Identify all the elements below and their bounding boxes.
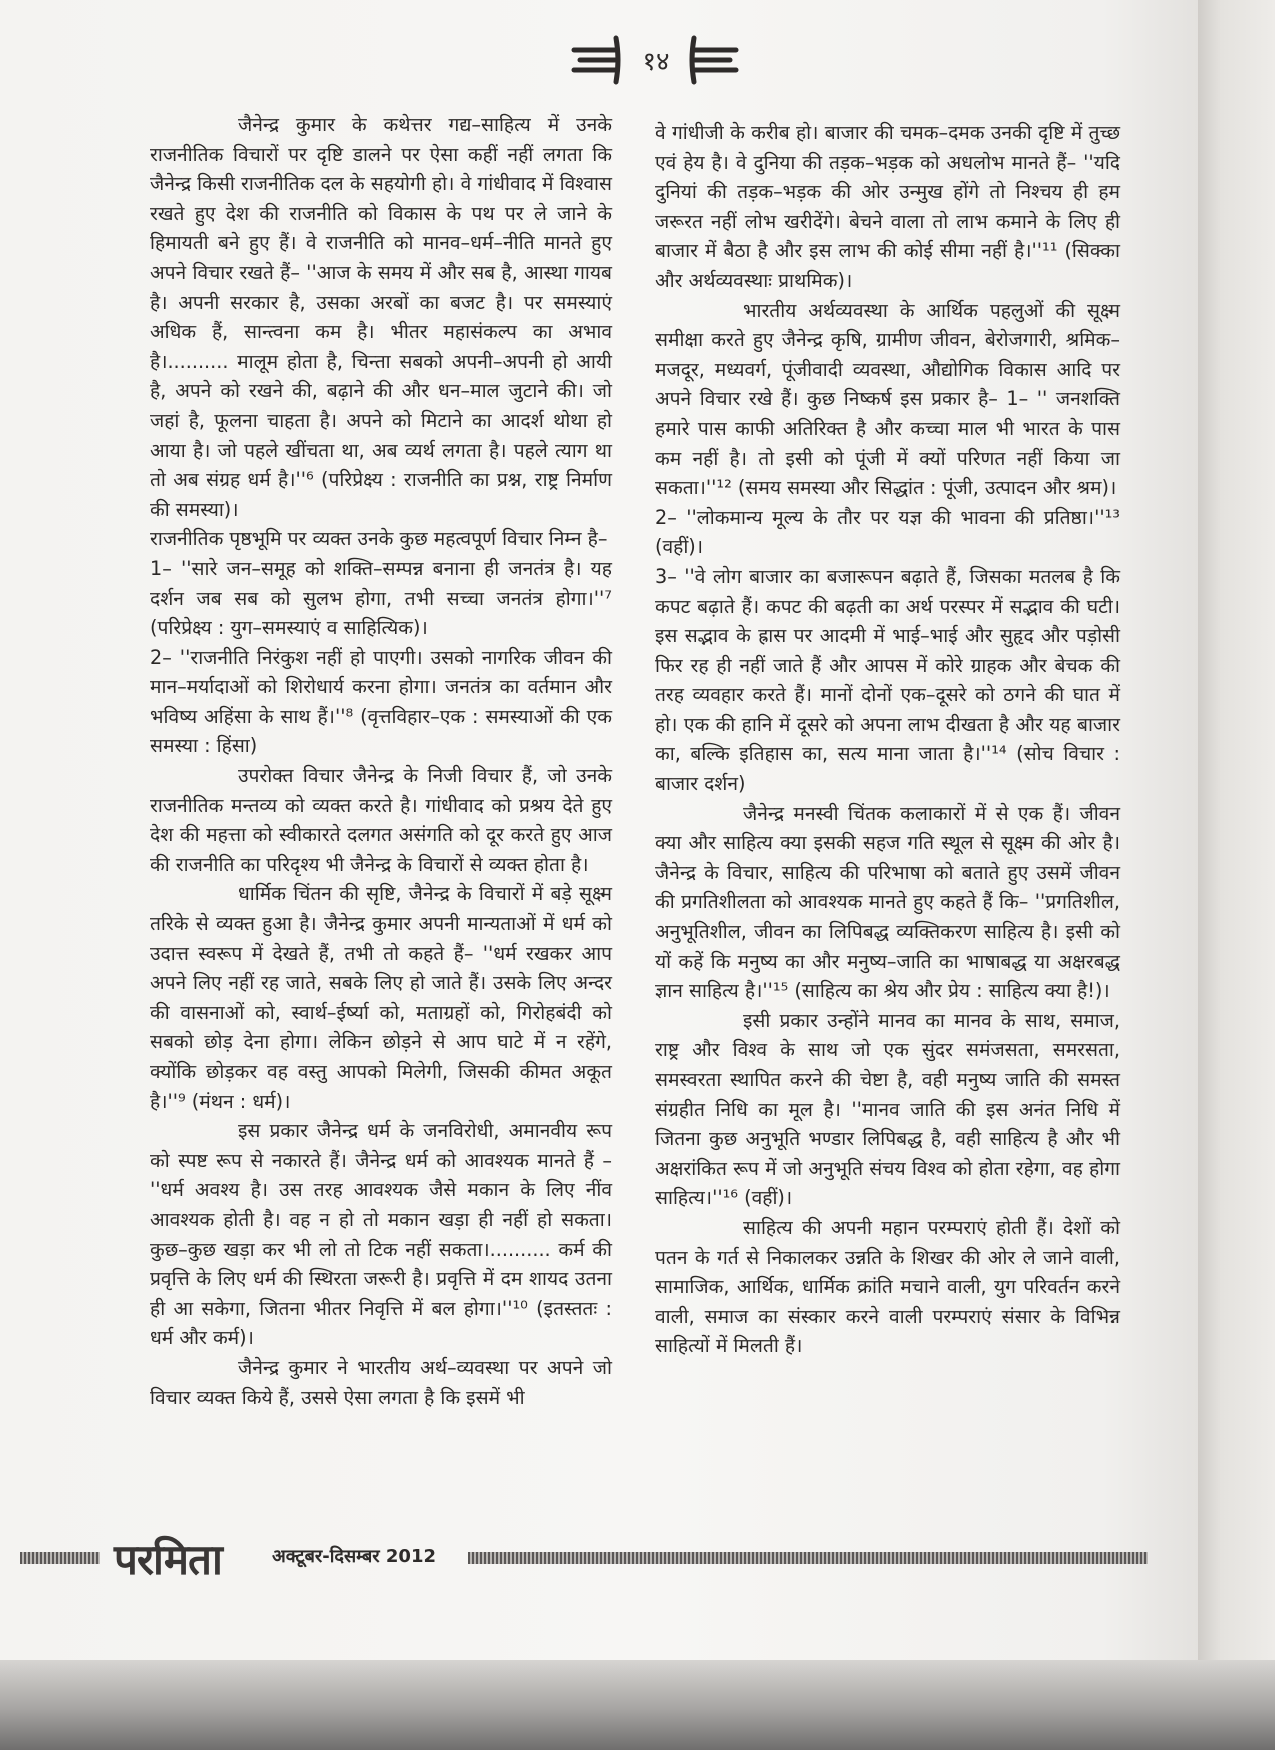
page-header (560, 34, 750, 86)
right-column (655, 118, 1120, 1361)
issue-date: अक्टूबर-दिसम्बर 2012 (272, 1546, 436, 1567)
paragraph: 2– ''लोकमान्य मूल्य के तौर पर यज्ञ की भावना की प्रतिष्ठा।''¹³ (वहीं)। (655, 505, 1120, 559)
paragraph: उपरोक्त विचार जैनेन्द्र के निजी विचार हैं, जो उनके राजनीतिक मन्तव्य को व्यक्त करते है। गांधीवाद को प्रश्रय देते हुए देश की महत्ता को स्वीकारते दलगत असंगति को दूर करते हुए आज की राजनीति का परिदृश्य भी जैनेन्द्र के विचारों से व्यक्त होता है। (150, 764, 612, 876)
paragraph: भारतीय अर्थव्यवस्था के आर्थिक पहलुओं की सूक्ष्म समीक्षा करते हुए जैनेन्द्र कृषि, ग्रामीण जीवन, बेरोजगारी, श्रमिक–मजदूर, मध्यवर्ग, पूंजीवादी व्यवस्था, औद्योगिक विकास आदि पर अपने विचार रखे हैं। कुछ निष्कर्ष इस प्रकार है– 1– '' जनशक्ति हमारे पास काफी अतिरिक्त है और कच्चा माल भी भारत के पास कम नहीं है। तो इसी को पूंजी में क्यों परिणत नहीं किया जा सकता।''¹² (समय समस्या और सिद्धांत : पूंजी, उत्पादन और श्रम)। (655, 298, 1120, 500)
paragraph: जैनेन्द्र मनस्वी चिंतक कलाकारों में से एक हैं। जीवन क्या और साहित्य क्या इसकी सहज गति स्थूल से सूक्ष्म की ओर है। जैनेन्द्र के विचार, साहित्य की परिभाषा को बताते हुए उसमें जीवन की प्रगतिशीलता को आवश्यक मानते हुए कहते हैं कि– ''प्रगतिशील, अनुभूतिशील, जीवन का लिपिबद्ध व्यक्तिकरण साहित्य है। इसी को यों कहें कि मनुष्य का और मनुष्य–जाति का भाषाबद्ध या अक्षरबद्ध ज्ञान साहित्य है।''¹⁵ (साहित्य का श्रेय और प्रेय : साहित्य क्या है!)। (655, 801, 1120, 1003)
scan-shadow (0, 1660, 1275, 1750)
footer-rule-right (468, 1552, 1148, 1564)
paragraph: जैनेन्द्र कुमार ने भारतीय अर्थ–व्यवस्था पर अपने जो विचार व्यक्त किये हैं, उससे ऐसा लगता है कि इसमें भी (150, 1355, 612, 1409)
magazine-brand: परमिता (114, 1535, 222, 1584)
paragraph: इसी प्रकार उन्होंने मानव का मानव के साथ, समाज, राष्ट्र और विश्व के साथ जो एक सुंदर समंजसता, समरसता, समस्वरता स्थापित करने की चेष्टा है, वही मनुष्य जाति की समस्त संग्रहीत निधि का मूल है। ''मानव जाति की इस अनंत निधि में जितना कुछ अनुभूति भण्डार लिपिबद्ध है, वही साहित्य है और भी अक्षरांकित रूप में जो अनुभूति संचय विश्व को होता रहेगा, वह होगा साहित्य।''¹⁶ (वहीं)। (655, 1008, 1120, 1210)
page-footer (20, 1535, 1200, 1584)
paragraph: वे गांधीजी के करीब हो। बाजार की चमक–दमक उनकी दृष्टि में तुच्छ एवं हेय है। वे दुनिया की तड़क–भड़क को अधलोभ मानते हैं– ''यदि दुनियां की तड़क–भड़क की ओर उन्मुख होंगे तो निश्चय ही हम जरूरत नहीं लोभ खरीदेंगे। बेचने वाला तो लाभ कमाने के लिए ही बाजार में बैठा है और इस लाभ की कोई सीमा नहीं है।''¹¹ (सिक्का और अर्थव्यवस्थाः प्राथमिक)। (655, 121, 1120, 292)
adjacent-page-edge (1198, 0, 1275, 1750)
paragraph: 2– ''राजनीति निरंकुश नहीं हो पाएगी। उसको नागरिक जीवन की मान–मर्यादाओं को शिरोधार्य करना होगा। जनतंत्र का वर्तमान और भविष्य अहिंसा के साथ हैं।''⁸ (वृत्तविहार–एक : समस्याओं की एक समस्या : हिंसा) (150, 645, 612, 758)
footer-rule-left (20, 1552, 100, 1564)
paragraph: 1– ''सारे जन–समूह को शक्ति–सम्पन्न बनाना ही जनतंत्र है। यह दर्शन जब सब को सुलभ होगा, तभी सच्चा जनतंत्र होगा।''⁷ (परिप्रेक्ष्य : युग–समस्याएं व साहित्यिक)। (150, 556, 612, 640)
paragraph: धार्मिक चिंतन की सृष्टि, जैनेन्द्र के विचारों में बड़े सूक्ष्म तरिके से व्यक्त हुआ है। जैनेन्द्र कुमार अपनी मान्यताओं में धर्म को उदात्त स्वरूप में देखते हैं, तभी तो कहते हैं– ''धर्म रखकर आप अपने लिए नहीं रह जाते, सबके लिए हो जाते हैं। उसके लिए अन्दर की वासनाओं को, स्वार्थ–ईर्ष्या को, मताग्रहों को, गिरोहबंदी को सबको छोड़ देना होगा। लेकिन छोड़ने से आप घाटे में न रहेंगे, क्योंकि छोड़कर वह वस्तु आपको मिलेगी, जिसकी कीमत अकूत है।''⁹ (मंथन : धर्म)। (150, 882, 612, 1113)
left-column (150, 110, 612, 1412)
paragraph: इस प्रकार जैनेन्द्र धर्म के जनविरोधी, अमानवीय रूप को स्पष्ट रूप से नकारते हैं। जैनेन्द्र धर्म को आवश्यक मानते हैं – ''धर्म अवश्य है। उस तरह आवश्यक जैसे मकान के लिए नींव आवश्यक होती है। वह न हो तो मकान खड़ा ही नहीं हो सकता। कुछ–कुछ खड़ा कर भी लो तो टिक नहीं सकता।.......... कर्म की प्रवृत्ति के लिए धर्म की स्थिरता जरूरी है। प्रवृत्ति में दम शायद उतना ही आ सकेगा, जितना भीतर निवृत्ति में बल होगा।''¹⁰ (इतस्ततः : धर्म और कर्म)। (150, 1119, 612, 1350)
page-number: १४ (642, 47, 670, 77)
paragraph: राजनीतिक पृष्ठभूमि पर व्यक्त उनके कुछ महत्वपूर्ण विचार निम्न है– (150, 527, 608, 551)
paragraph: जैनेन्द्र कुमार के कथेत्तर गद्य–साहित्य में उनके राजनीतिक विचारों पर दृष्टि डालने पर ऐसा कहीं नहीं लगता कि जैनेन्द्र किसी राजनीतिक दल के सहयोगी हो। वे गांधीवाद में विश्वास रखते हुए देश की राजनीति को विकास के पथ पर ले जाने के हिमायती बने हुए हैं। वे राजनीति को मानव–धर्म–नीति मानते हुए अपने विचार रखते हैं– ''आज के समय में और सब है, आस्था गायब है। अपनी सरकार है, उसका अरबों का बजट है। पर समस्याएं अधिक हैं, सान्त्वना कम है। भीतर महासंकल्प का अभाव है।.......... मालूम होता है, चिन्ता सबको अपनी–अपनी हो आयी है, अपने को रखने की, बढ़ाने की और धन–माल जुटाने की। जो जहां है, फूलना चाहता है। अपने को मिटाने का आदर्श थोथा हो आया है। जो पहले खींचता था, अब व्यर्थ लगता है। पहले त्याग था तो अब संग्रह धर्म है।''⁶ (परिप्रेक्ष्य : राजनीति का प्रश्न, राष्ट्र निर्माण की समस्या)। (150, 113, 612, 521)
paragraph: साहित्य की अपनी महान परम्पराएं होती हैं। देशों को पतन के गर्त से निकालकर उन्नति के शिखर की ओर ले जाने वाली, सामाजिक, आर्थिक, धार्मिक क्रांति मचाने वाली, युग परिवर्तन करने वाली, समाज का संस्कार करने वाली परम्पराएं संसार के विभिन्न साहित्यों में मिलती हैं। (655, 1215, 1120, 1358)
paragraph: 3– ''वे लोग बाजार का बजारूपन बढ़ाते हैं, जिसका मतलब है कि कपट बढ़ाते हैं। कपट की बढ़ती का अर्थ परस्पर में सद्भाव की घटी। इस सद्भाव के ह्रास पर आदमी में भाई–भाई और सुहृद और पड़ोसी फिर रह ही नहीं जाते हैं और आपस में कोरे ग्राहक और बेचक की तरह व्यवहार करते हैं। मानों दोनों एक–दूसरे को ठगने की घात में हो। एक की हानि में दूसरे को अपना लाभ दीखता है और यह बाजार का, बल्कि इतिहास का, सत्य माना जाता है।''¹⁴ (सोच विचार : बाजार दर्शन) (655, 564, 1120, 796)
